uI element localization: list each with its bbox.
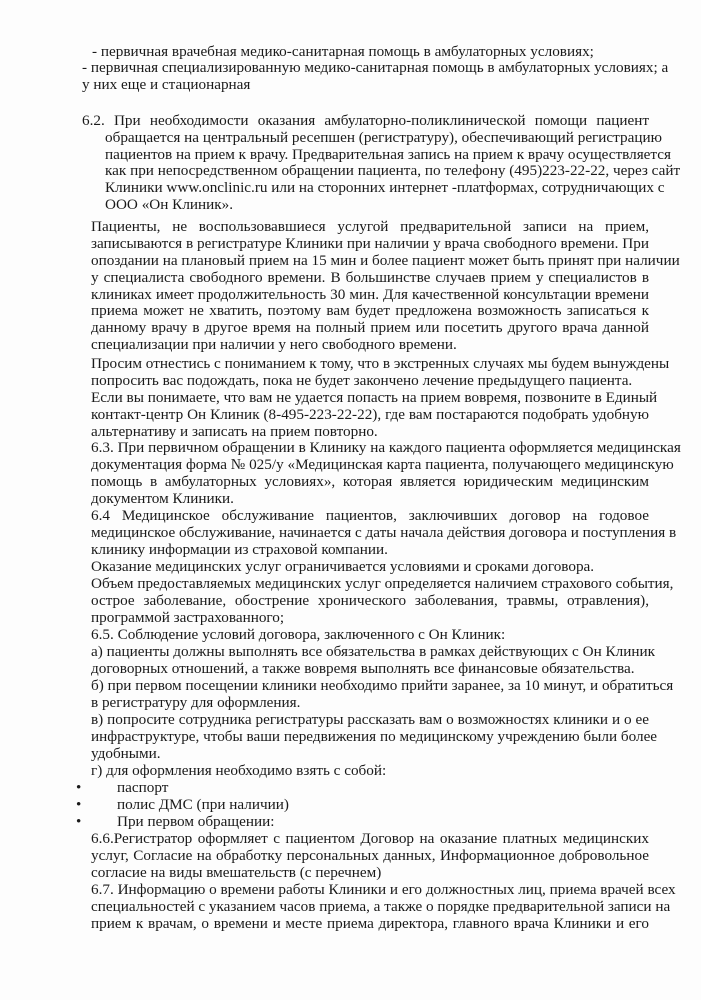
emergency-note-line: попросить вас подождать, пока не будет закончено лечение предыдущего пациента.	[91, 372, 633, 389]
walk-in-patients-line: специализации при наличии у него свободного времени.	[91, 336, 457, 353]
walk-in-patients-line: у специалиста свободного времени. В большинстве случаев прием у специалистов в	[91, 269, 649, 286]
service-limits-line: Оказание медицинских услуг ограничивается условиями и сроками договора.	[91, 558, 595, 575]
section-6-2-line: обращается на центральный ресепшен (регистратуру), обеспечивающий регистрацию	[105, 129, 662, 146]
item-b-line: в регистратуру для оформления.	[91, 694, 301, 711]
walk-in-patients-line: Пациенты, не воспользовавшиеся услугой предварительной записи на прием,	[91, 218, 649, 235]
section-6-3-line: 6.3. При первичном обращении в Клинику на каждого пациента оформляется медицинская	[91, 439, 681, 456]
section-6-7-line: специальностей с указанием часов приема, а также о порядке предварительной записи на	[91, 898, 671, 915]
item-a-line: а) пациенты должны выполнять все обязательства в рамках действующих с Он Клиник	[91, 643, 655, 660]
section-6-7-line: прием к врачам, о времени и месте приема директора, главного врача Клиники и его	[91, 915, 649, 932]
service-volume-line: Объем предоставляемых медицинских услуг определяется наличием страхового события,	[91, 575, 674, 592]
bullet-marker: •	[76, 796, 82, 813]
walk-in-patients-line: данному врачу в другое время на полный прием или посетить другого врача данной	[91, 319, 649, 336]
section-6-6-line: согласие на виды вмешательств (с перечнем)	[91, 864, 382, 881]
walk-in-patients-line: клиниках имеет продолжительность 30 мин. Для качественной консультации времени	[91, 286, 649, 303]
section-6-2-line: Клиники www.onclinic.ru или на сторонних интернет -платформах, сотрудничающих с	[105, 179, 665, 196]
list-item-primary-care: - первичная врачебная медико-санитарная помощь в амбулаторных условиях;	[92, 43, 594, 60]
item-c-line: в) попросите сотрудника регистратуры рассказать вам о возможностях клиники и о ее	[91, 711, 649, 728]
item-g-line: г) для оформления необходимо взять с собой:	[91, 762, 387, 779]
section-6-2-line: как при непосредственном обращении пациента, по телефону (495)223-22-22, через сайт	[105, 162, 681, 179]
section-6-6-line: услуг, Согласие на обработку персональных данных, Информационное добровольное	[91, 847, 649, 864]
bullet-marker: •	[76, 813, 82, 830]
section-6-3-line: документация форма № 025/у «Медицинская карта пациента, получающего медицинскую	[91, 456, 674, 473]
section-6-3-line: помощь в амбулаторных условиях», которая является юридическим медицинским	[91, 473, 649, 490]
walk-in-patients-line: записываются в регистратуре Клиники при наличии у врача свободного времени. При	[91, 235, 649, 252]
item-a-line: договорных отношений, а также вовремя выполнять все финансовые обязательства.	[91, 660, 635, 677]
walk-in-patients-line: приема может не хватить, поэтому вам будет предложена возможность записаться к	[91, 302, 649, 319]
bullet-item-dms-policy: полис ДМС (при наличии)	[117, 796, 289, 813]
section-6-2-line: пациентов на прием к врачу. Предварительная запись на прием к врачу осуществляется	[105, 146, 671, 163]
section-6-5-heading: 6.5. Соблюдение условий договора, заключенного с Он Клиник:	[91, 626, 506, 643]
bullet-item-first-visit: При первом обращении:	[117, 813, 275, 830]
item-c-line: инфраструктуре, чтобы ваши передвижения по медицинскому учреждению были более	[91, 728, 658, 745]
section-6-4-line: медицинское обслуживание, начинается с даты начала действия договора и поступления в	[91, 524, 677, 541]
bullet-marker: •	[76, 779, 82, 796]
section-6-7-line: 6.7. Информацию о времени работы Клиники и его должностных лиц, приема врачей всех	[91, 881, 676, 898]
late-arrival-line: Если вы понимаете, что вам не удается попасть на прием вовремя, позвоните в Единый	[91, 389, 658, 406]
list-item-inpatient-note: у них еще и стационарная	[82, 76, 251, 93]
emergency-note-line: Просим отнестись с пониманием к тому, что в экстренных случаях мы будем вынуждены	[91, 355, 670, 372]
item-c-line: удобными.	[91, 745, 161, 762]
section-6-6-line: 6.6.Регистратор оформляет с пациентом Договор на оказание платных медицинских	[91, 830, 649, 847]
section-6-4-line: клинику информации из страховой компании.	[91, 541, 388, 558]
bullet-item-passport: паспорт	[117, 779, 169, 796]
section-6-3-line: документом Клиники.	[91, 490, 234, 507]
service-volume-line: программой застрахованного;	[91, 609, 285, 626]
list-item-specialized-care: - первичная специализированную медико-санитарная помощь в амбулаторных условиях; а	[82, 59, 669, 76]
section-6-2-line: ООО «Он Клиник».	[105, 196, 234, 213]
service-volume-line: острое заболевание, обострение хронического заболевания, травмы, отравления),	[91, 592, 649, 609]
late-arrival-line: контакт-центр Он Клиник (8-495-223-22-22), где вам постараются подобрать удобную	[91, 406, 649, 423]
walk-in-patients-line: опоздании на плановый прием на 15 мин и более пациент может быть принят при наличии	[91, 252, 680, 269]
item-b-line: б) при первом посещении клиники необходимо прийти заранее, за 10 минут, и обратиться	[91, 677, 674, 694]
section-6-2-line: 6.2. При необходимости оказания амбулаторно-поликлинической помощи пациент	[82, 112, 649, 129]
late-arrival-line: альтернативу и записать на прием повторно.	[91, 423, 378, 440]
section-6-4-line: 6.4 Медицинское обслуживание пациентов, заключивших договор на годовое	[91, 507, 649, 524]
